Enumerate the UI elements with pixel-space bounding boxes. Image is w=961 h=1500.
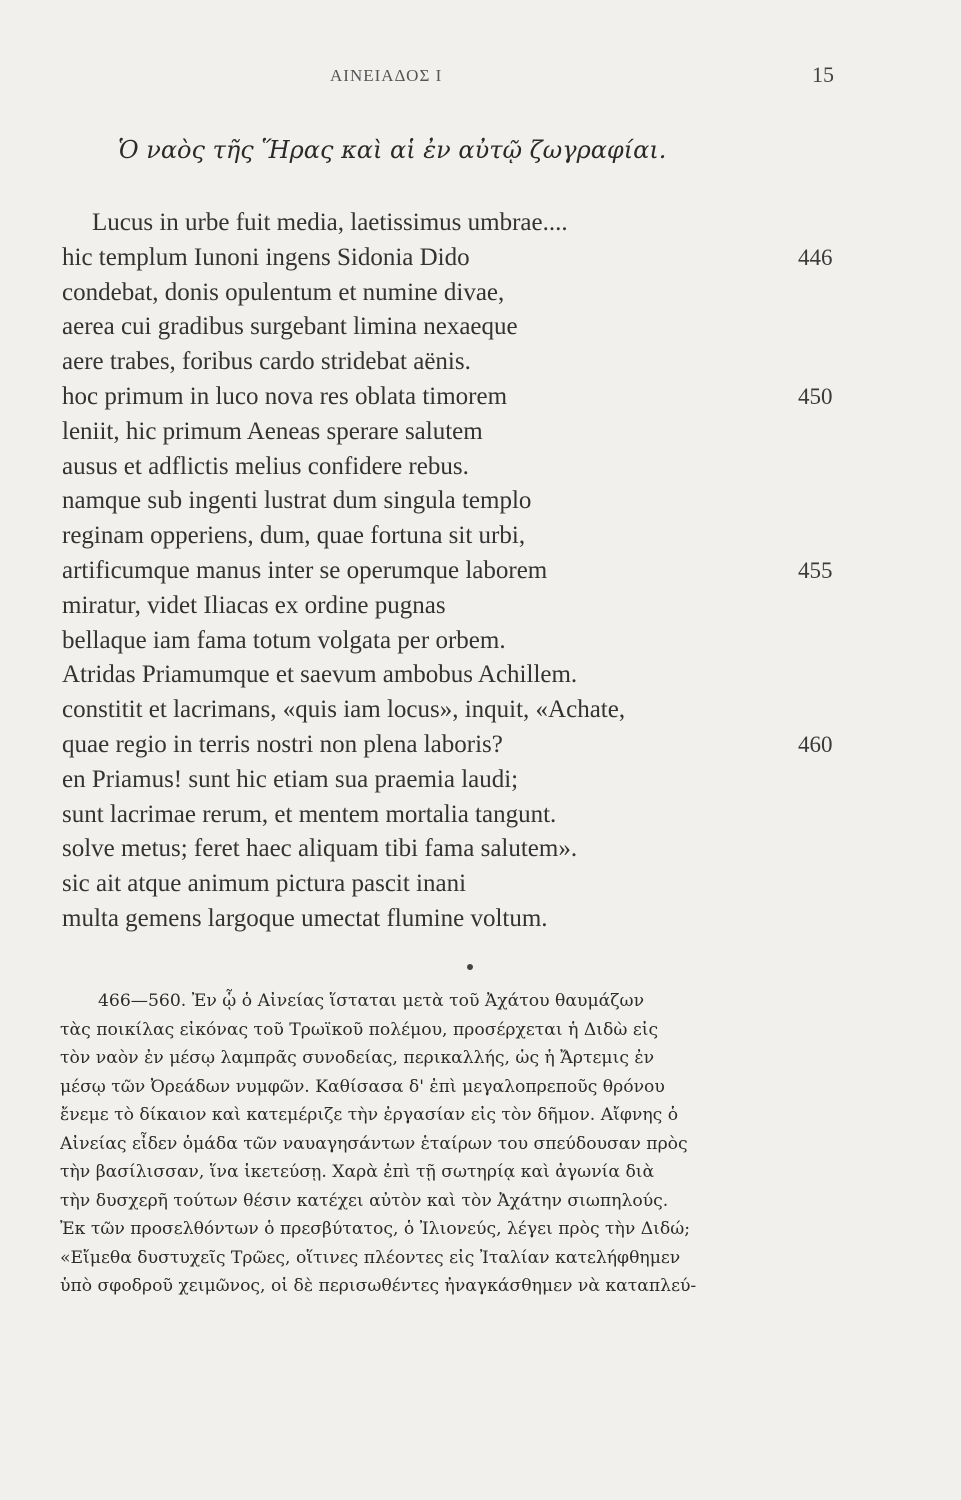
line-number: 455 xyxy=(798,557,833,583)
verse-line xyxy=(62,693,862,728)
running-head xyxy=(0,62,961,92)
verse-text: aere trabes, foribus cardo stridebat aënis. xyxy=(62,348,471,376)
ornament-dot xyxy=(467,964,473,970)
verse-line xyxy=(62,310,862,345)
summary-line: ἔνεμε τὸ δίκαιον καὶ κατεμέριζε τὴν ἐργασίαν εἰς τὸν δῆμον. Αἴφνης ὁ xyxy=(60,1105,679,1125)
verse-text: Lucus in urbe fuit media, laetissimus umbrae.... xyxy=(92,209,568,236)
summary-line: «Εἴμεθα δυστυχεῖς Τρῶες, οἵτινες πλέοντες εἰς Ἰταλίαν κατελήφθημεν xyxy=(60,1247,681,1268)
verse-line xyxy=(62,658,862,693)
verse-line xyxy=(62,380,862,415)
verse-line xyxy=(62,450,862,485)
verse-text: ausus et adflictis melius confidere rebus. xyxy=(62,452,469,480)
verse-text: artificumque manus inter se operumque laborem xyxy=(62,556,548,584)
summary-line: τὸν ναὸν ἐν μέσῳ λαμπρᾶς συνοδείας, περικαλλής, ὡς ἡ Ἄρτεμις ἐν xyxy=(60,1048,655,1068)
line-number: 446 xyxy=(798,244,833,270)
verse-text: miratur, videt Iliacas ex ordine pugnas xyxy=(62,591,446,619)
verse-text: leniit, hic primum Aeneas sperare salutem xyxy=(62,417,483,445)
summary-line: τὴν βασίλισσαν, ἵνα ἱκετεύσῃ. Χαρὰ ἐπὶ τῇ σωτηρίᾳ καὶ ἀγωνία διὰ xyxy=(60,1162,655,1182)
verse-line xyxy=(62,832,862,867)
verse-text: bellaque iam fama totum volgata per orbem. xyxy=(62,626,506,654)
summary-line: 466—560. Ἐν ᾧ ὁ Αἰνείας ἵσταται μετὰ τοῦ Ἀχάτου θαυμάζων xyxy=(98,991,645,1011)
verse-line xyxy=(62,554,862,589)
verse-line xyxy=(62,345,862,380)
verse-text: quae regio in terris nostri non plena laboris? xyxy=(62,730,503,758)
verse-text: sic ait atque animum pictura pascit inani xyxy=(62,870,467,898)
line-number: 460 xyxy=(798,731,833,757)
verse-text: condebat, donis opulentum et numine divae, xyxy=(62,278,505,306)
verse-line xyxy=(62,624,862,659)
verse-line xyxy=(62,276,862,311)
verse-line xyxy=(62,519,862,554)
verse-line xyxy=(62,728,862,763)
verse-text: hoc primum in luco nova res oblata timorem xyxy=(62,382,508,410)
summary-line: Ἐκ τῶν προσελθόντων ὁ πρεσβύτατος, ὁ Ἰλιονεύς, λέγει πρὸς τὴν Διδώ; xyxy=(60,1219,691,1239)
verse-line xyxy=(62,484,862,519)
summary-line: ὑπὸ σφοδροῦ χειμῶνος, οἱ δὲ περισωθέντες ἠναγκάσθημεν νὰ καταπλεύ- xyxy=(60,1276,697,1296)
verse-text: multa gemens largoque umectat flumine voltum. xyxy=(62,904,548,932)
verse-text: namque sub ingenti lustrat dum singula templo xyxy=(62,487,532,515)
verse-line xyxy=(62,589,862,624)
page-number: 15 xyxy=(812,62,834,87)
verse-text: aerea cui gradibus surgebant limina nexaeque xyxy=(62,313,518,341)
verse-text: hic templum Iunoni ingens Sidonia Dido xyxy=(62,243,470,271)
verse-text: sunt lacrimae rerum, et mentem mortalia tangunt. xyxy=(62,800,557,828)
verse-text: reginam opperiens, dum, quae fortuna sit urbi, xyxy=(62,522,526,550)
verse-block xyxy=(62,206,862,937)
verse-line xyxy=(62,206,862,241)
verse-line xyxy=(62,867,862,902)
summary-line: Αἰνείας εἶδεν ὁμάδα τῶν ναυαγησάντων ἑταίρων του σπεύδουσαν πρὸς xyxy=(60,1133,688,1154)
verse-text: Atridas Priamumque et saevum ambobus Achillem. xyxy=(62,661,578,689)
verse-line xyxy=(62,902,862,937)
section-heading: Ὁ ναὸς τῆς Ἥρας καὶ αἱ ἐν αὐτῷ ζωγραφίαι. xyxy=(118,136,667,164)
summary-line: μέσῳ τῶν Ὀρεάδων νυμφῶν. Καθίσασα δ' ἐπὶ μεγαλοπρεποῦς θρόνου xyxy=(60,1076,665,1097)
verse-line xyxy=(62,241,862,276)
line-number: 450 xyxy=(798,383,833,409)
verse-line xyxy=(62,415,862,450)
summary-line: τὴν δυσχερῆ τούτων θέσιν κατέχει αὐτὸν καὶ τὸν Ἀχάτην σιωπηλούς. xyxy=(60,1190,669,1211)
summary-line: τὰς ποικίλας εἰκόνας τοῦ Τρωϊκοῦ πολέμου, προσέρχεται ἡ Διδὼ εἰς xyxy=(60,1019,659,1040)
verse-text: en Priamus! sunt hic etiam sua praemia laudi; xyxy=(62,765,519,793)
summary-paragraph xyxy=(60,987,850,1301)
verse-text: solve metus; feret haec aliquam tibi fama salutem». xyxy=(62,835,578,863)
verse-text: constitit et lacrimans, «quis iam locus», inquit, «Achate, xyxy=(62,696,626,724)
verse-line xyxy=(62,798,862,833)
running-title: ΑΙΝΕΙΑΔΟΣ Ι xyxy=(330,66,443,85)
verse-line xyxy=(62,763,862,798)
